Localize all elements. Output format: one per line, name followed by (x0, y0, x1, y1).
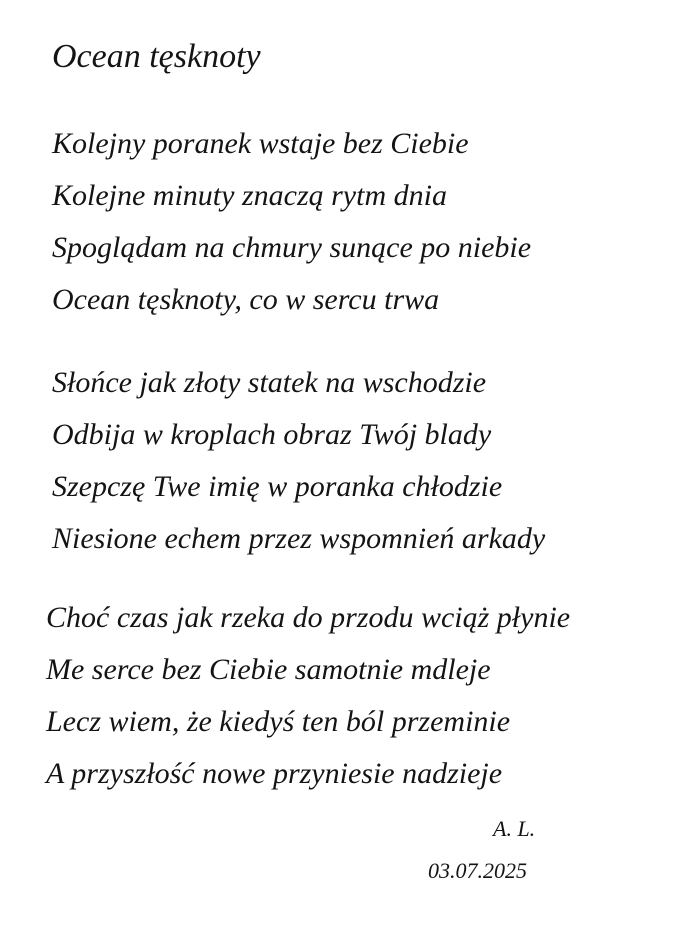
verse-line: Choć czas jak rzeka do przodu wciąż płynie (46, 601, 571, 634)
poem-date: 03.07.2025 (428, 858, 527, 883)
verse-line: Me serce bez Ciebie samotnie mdleje (46, 653, 491, 686)
stanza-3 (46, 595, 570, 803)
verse-line: Słońce jak złoty statek na wschodzie (52, 366, 487, 399)
verse-line: Lecz wiem, że kiedyś ten ból przeminie (46, 705, 511, 738)
verse-line: Ocean tęsknoty, co w sercu trwa (52, 283, 440, 316)
author-initials: A. L. (493, 816, 536, 841)
poem-title: Ocean tęsknoty (52, 38, 261, 75)
stanza-1 (52, 121, 531, 329)
verse-line: Kolejne minuty znaczą rytm dnia (52, 179, 447, 212)
verse-line: Odbija w kroplach obraz Twój blady (52, 418, 492, 451)
verse-line: Spoglądam na chmury sunące po niebie (52, 231, 532, 264)
verse-line: Szepczę Twe imię w poranka chłodzie (52, 470, 503, 503)
verse-line: A przyszłość nowe przyniesie nadzieje (46, 757, 503, 790)
verse-line: Kolejny poranek wstaje bez Ciebie (52, 127, 469, 160)
verse-line: Niesione echem przez wspomnień arkady (52, 522, 546, 555)
stanza-2 (52, 360, 545, 568)
